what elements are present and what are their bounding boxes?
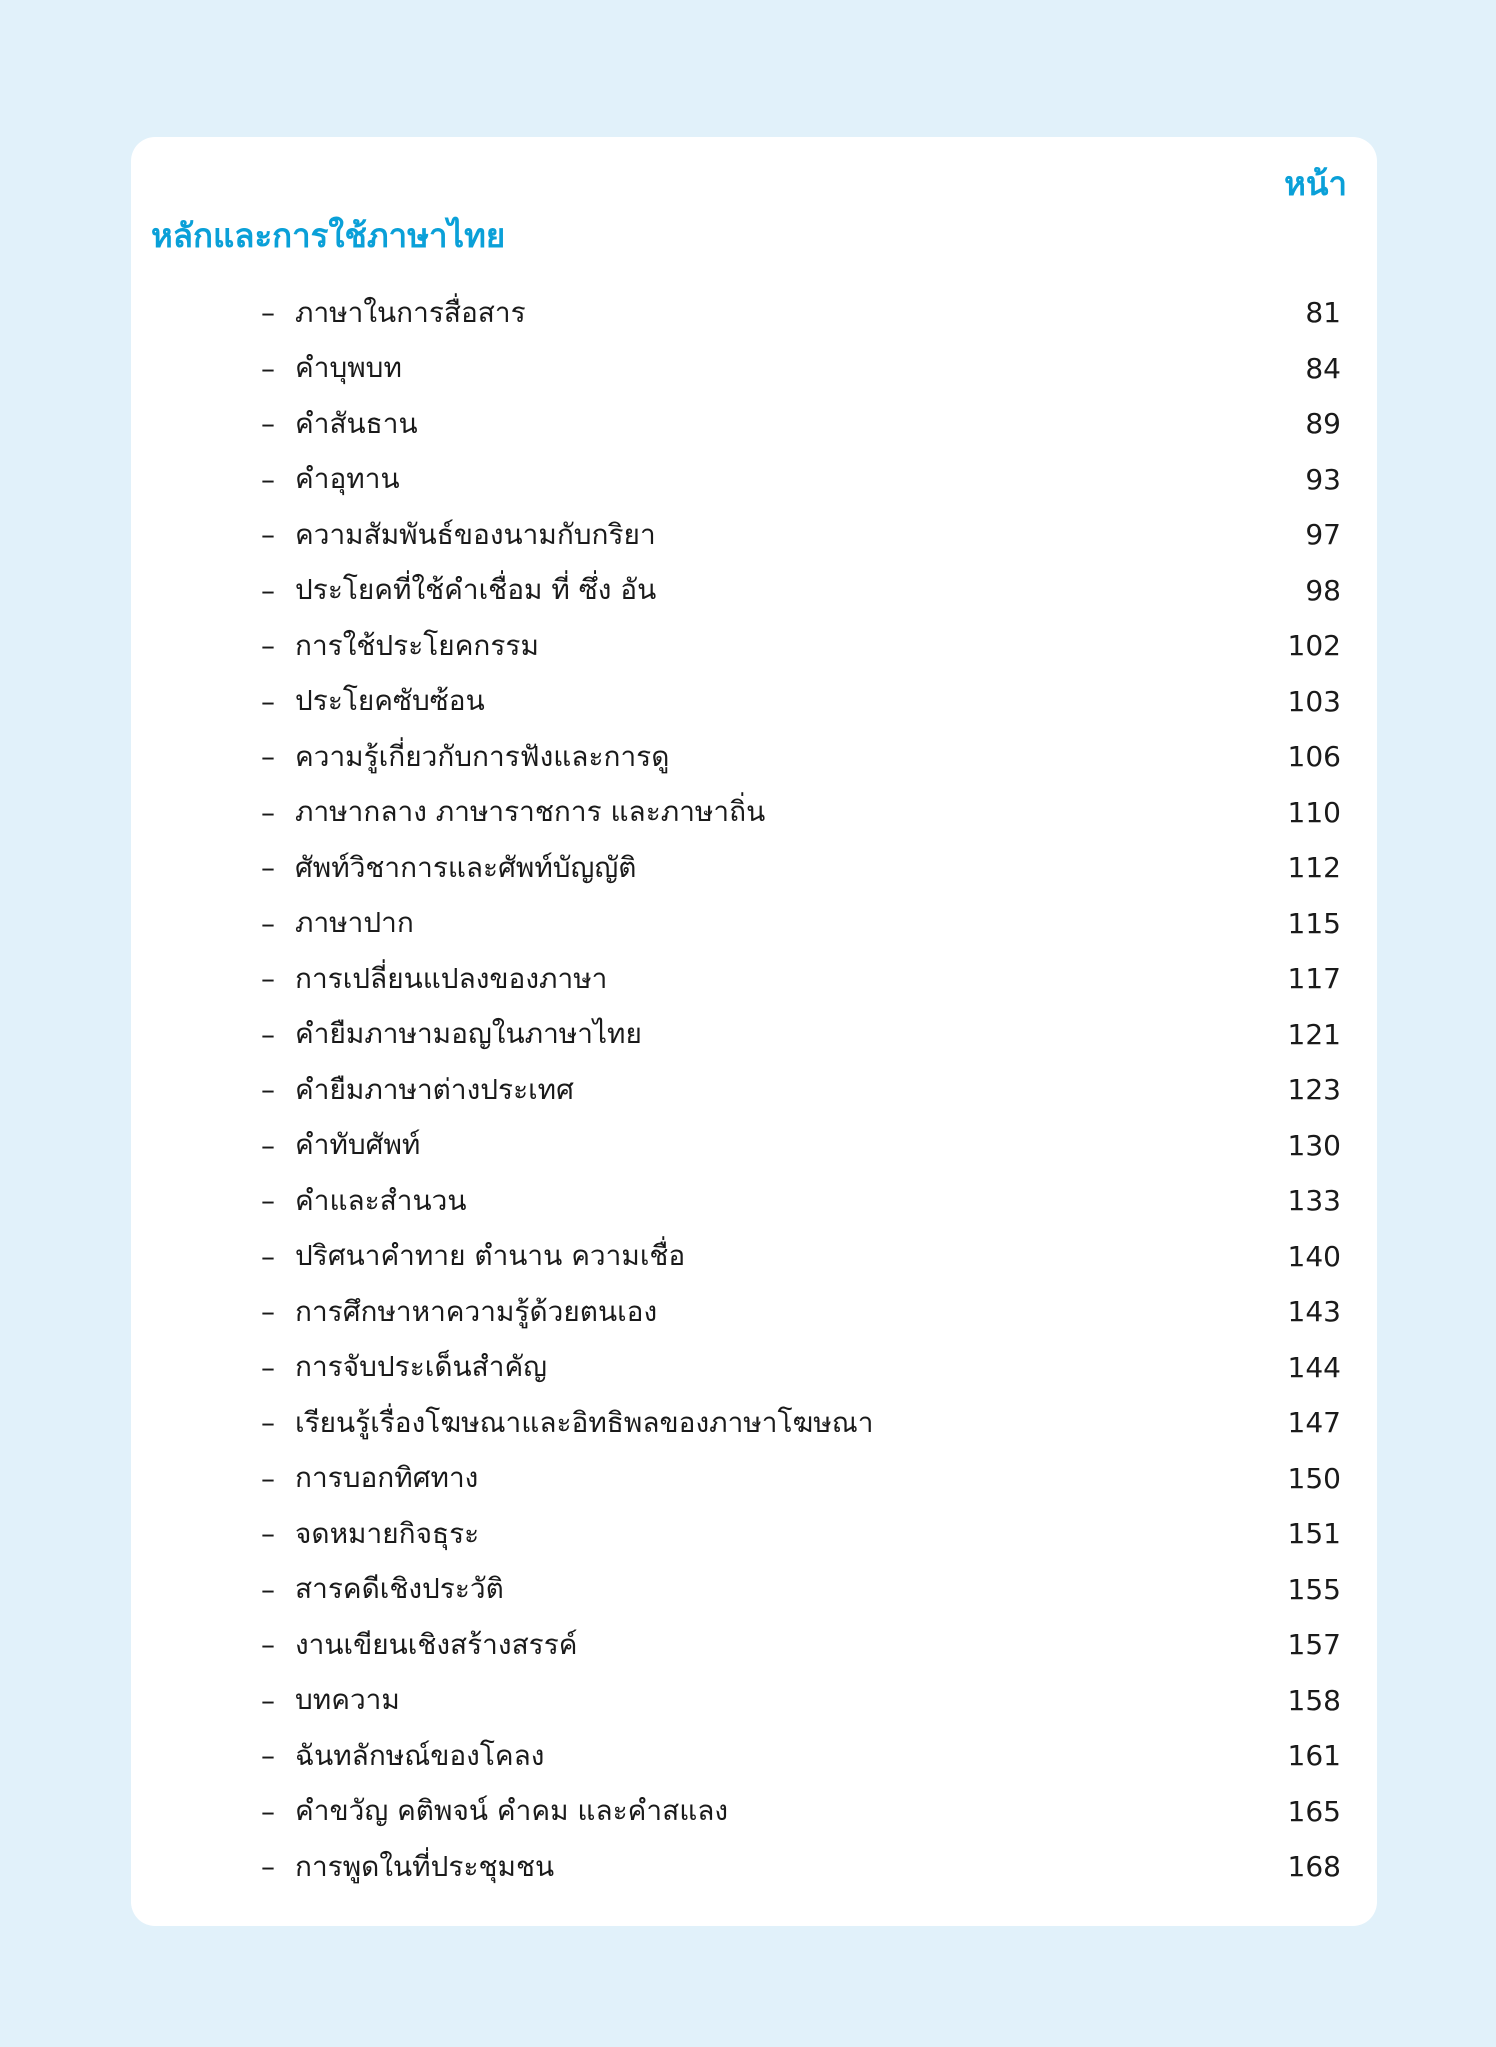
toc-entry-page-number: 143	[1287, 1295, 1341, 1329]
toc-entry[interactable]	[261, 1617, 1341, 1673]
toc-entry-page-number: 147	[1287, 1406, 1341, 1440]
toc-entry-page-number: 130	[1287, 1128, 1341, 1162]
toc-entry-title: คำทับศัพท์	[295, 1128, 421, 1162]
toc-entry-title: คำและสำนวน	[295, 1183, 467, 1217]
toc-entry[interactable]	[261, 1007, 1341, 1063]
toc-entry[interactable]	[261, 285, 1341, 341]
toc-entry-dash: –	[261, 1184, 275, 1218]
toc-entry-dash: –	[261, 1239, 275, 1273]
toc-entry-page-number: 103	[1287, 684, 1341, 718]
toc-entry-title: คำขวัญ คติพจน์ คำคม และคำสแลง	[295, 1794, 729, 1828]
toc-entry-title: ความสัมพันธ์ของนามกับกริยา	[295, 517, 656, 551]
toc-entry-dash: –	[261, 684, 275, 718]
toc-entry-dash: –	[261, 1850, 275, 1884]
toc-entry[interactable]	[261, 674, 1341, 730]
toc-entry-page-number: 155	[1287, 1572, 1341, 1606]
toc-entry[interactable]	[261, 1340, 1341, 1396]
toc-entry-title: ศัพท์วิชาการและศัพท์บัญญัติ	[295, 850, 637, 884]
toc-entry-dash: –	[261, 1794, 275, 1828]
toc-entry[interactable]	[261, 396, 1341, 452]
toc-entry-title: บทความ	[295, 1683, 400, 1717]
toc-entry-page-number: 161	[1287, 1739, 1341, 1773]
toc-entry-dash: –	[261, 1683, 275, 1717]
toc-entry-title: การบอกทิศทาง	[295, 1461, 479, 1495]
toc-entry-page-number: 140	[1287, 1239, 1341, 1273]
toc-entry[interactable]	[261, 1506, 1341, 1562]
toc-entry-title: ภาษากลาง ภาษาราชการ และภาษาถิ่น	[295, 795, 766, 829]
toc-entry[interactable]	[261, 1839, 1341, 1895]
toc-entry-dash: –	[261, 740, 275, 774]
section-title: หลักและการใช้ภาษาไทย	[151, 216, 506, 255]
toc-entry-dash: –	[261, 1406, 275, 1440]
toc-entry-dash: –	[261, 296, 275, 330]
toc-entry[interactable]	[261, 452, 1341, 508]
toc-entry-title: คำสันธาน	[295, 406, 418, 440]
toc-entry-dash: –	[261, 1517, 275, 1551]
toc-entry-title: เรียนรู้เรื่องโฆษณาและอิทธิพลของภาษาโฆษณา	[295, 1405, 874, 1439]
toc-entry-title: คำบุพบท	[295, 351, 402, 385]
toc-entry-page-number: 84	[1305, 351, 1341, 385]
toc-entry-dash: –	[261, 1073, 275, 1107]
toc-entry-page-number: 112	[1287, 851, 1341, 885]
toc-entry[interactable]	[261, 896, 1341, 952]
toc-entry-dash: –	[261, 573, 275, 607]
toc-entry-dash: –	[261, 962, 275, 996]
toc-entry-title: ฉันทลักษณ์ของโคลง	[295, 1738, 545, 1772]
toc-entry-title: สารคดีเชิงประวัติ	[295, 1572, 504, 1606]
toc-entry-title: ความรู้เกี่ยวกับการฟังและการดู	[295, 739, 670, 773]
toc-entry[interactable]	[261, 563, 1341, 619]
toc-entry[interactable]	[261, 507, 1341, 563]
toc-entry-dash: –	[261, 407, 275, 441]
toc-entry-title: การเปลี่ยนแปลงของภาษา	[295, 961, 608, 995]
toc-entry-dash: –	[261, 1350, 275, 1384]
toc-entry-page-number: 165	[1287, 1794, 1341, 1828]
toc-entry[interactable]	[261, 840, 1341, 896]
toc-entry-page-number: 110	[1287, 795, 1341, 829]
toc-entry[interactable]	[261, 341, 1341, 397]
toc-entry-title: ภาษาในการสื่อสาร	[295, 295, 526, 329]
toc-entry-page-number: 98	[1305, 573, 1341, 607]
toc-entry-page-number: 97	[1305, 518, 1341, 552]
toc-entry-page-number: 144	[1287, 1350, 1341, 1384]
toc-entry-dash: –	[261, 1017, 275, 1051]
toc-entry[interactable]	[261, 618, 1341, 674]
toc-entry-dash: –	[261, 629, 275, 663]
toc-entry[interactable]	[261, 1562, 1341, 1618]
toc-entry[interactable]	[261, 1284, 1341, 1340]
toc-card	[131, 137, 1377, 1926]
toc-entry-title: ปริศนาคำทาย ตำนาน ความเชื่อ	[295, 1239, 686, 1273]
toc-entry-page-number: 158	[1287, 1683, 1341, 1717]
toc-entry-dash: –	[261, 1295, 275, 1329]
toc-entry-title: คำยืมภาษาต่างประเทศ	[295, 1072, 574, 1106]
toc-entry[interactable]	[261, 729, 1341, 785]
toc-entry-title: การศึกษาหาความรู้ด้วยตนเอง	[295, 1294, 658, 1328]
toc-entry-dash: –	[261, 351, 275, 385]
toc-entry-page-number: 121	[1287, 1017, 1341, 1051]
toc-entry[interactable]	[261, 1395, 1341, 1451]
toc-entry-title: การใช้ประโยคกรรม	[295, 628, 539, 662]
toc-entry-dash: –	[261, 462, 275, 496]
toc-entry-dash: –	[261, 1572, 275, 1606]
toc-entry-title: การพูดในที่ประชุมชน	[295, 1849, 555, 1883]
toc-entry-page-number: 93	[1305, 462, 1341, 496]
toc-entry-page-number: 115	[1287, 906, 1341, 940]
toc-entry[interactable]	[261, 951, 1341, 1007]
toc-entry-page-number: 150	[1287, 1461, 1341, 1495]
toc-entry-page-number: 89	[1305, 407, 1341, 441]
toc-entry-page-number: 102	[1287, 629, 1341, 663]
toc-entry-page-number: 106	[1287, 740, 1341, 774]
toc-entry-dash: –	[261, 851, 275, 885]
page-column-label: หน้า	[1284, 164, 1347, 203]
toc-entry-dash: –	[261, 795, 275, 829]
toc-entry-title: ภาษาปาก	[295, 906, 414, 940]
toc-entry-dash: –	[261, 1739, 275, 1773]
toc-entry-title: จดหมายกิจธุระ	[295, 1516, 480, 1550]
toc-entry-title: คำอุทาน	[295, 462, 400, 496]
toc-entry-title: ประโยคซับซ้อน	[295, 684, 485, 718]
toc-entry-page-number: 168	[1287, 1850, 1341, 1884]
toc-entry-dash: –	[261, 906, 275, 940]
toc-entry[interactable]	[261, 785, 1341, 841]
toc-entry-page-number: 117	[1287, 962, 1341, 996]
toc-entry-page-number: 123	[1287, 1073, 1341, 1107]
toc-entry-title: ประโยคที่ใช้คำเชื่อม ที่ ซึ่ง อัน	[295, 573, 657, 607]
toc-entry-dash: –	[261, 1628, 275, 1662]
toc-entry[interactable]	[261, 1229, 1341, 1285]
toc-entry-dash: –	[261, 1128, 275, 1162]
toc-entry-page-number: 133	[1287, 1184, 1341, 1218]
toc-entry[interactable]	[261, 1784, 1341, 1840]
toc-entry[interactable]	[261, 1451, 1341, 1507]
toc-entry[interactable]	[261, 1173, 1341, 1229]
toc-entry-title: การจับประเด็นสำคัญ	[295, 1350, 548, 1384]
toc-entry-dash: –	[261, 1461, 275, 1495]
toc-entry-title: งานเขียนเชิงสร้างสรรค์	[295, 1627, 578, 1661]
toc-entry-page-number: 151	[1287, 1517, 1341, 1551]
toc-entry[interactable]	[261, 1728, 1341, 1784]
toc-entry[interactable]	[261, 1673, 1341, 1729]
toc-entry-dash: –	[261, 518, 275, 552]
toc-entry-title: คำยืมภาษามอญในภาษาไทย	[295, 1017, 642, 1051]
toc-entry[interactable]	[261, 1118, 1341, 1174]
toc-entry-page-number: 157	[1287, 1628, 1341, 1662]
toc-entry[interactable]	[261, 1062, 1341, 1118]
toc-list	[261, 285, 1341, 1895]
toc-entry-page-number: 81	[1305, 296, 1341, 330]
